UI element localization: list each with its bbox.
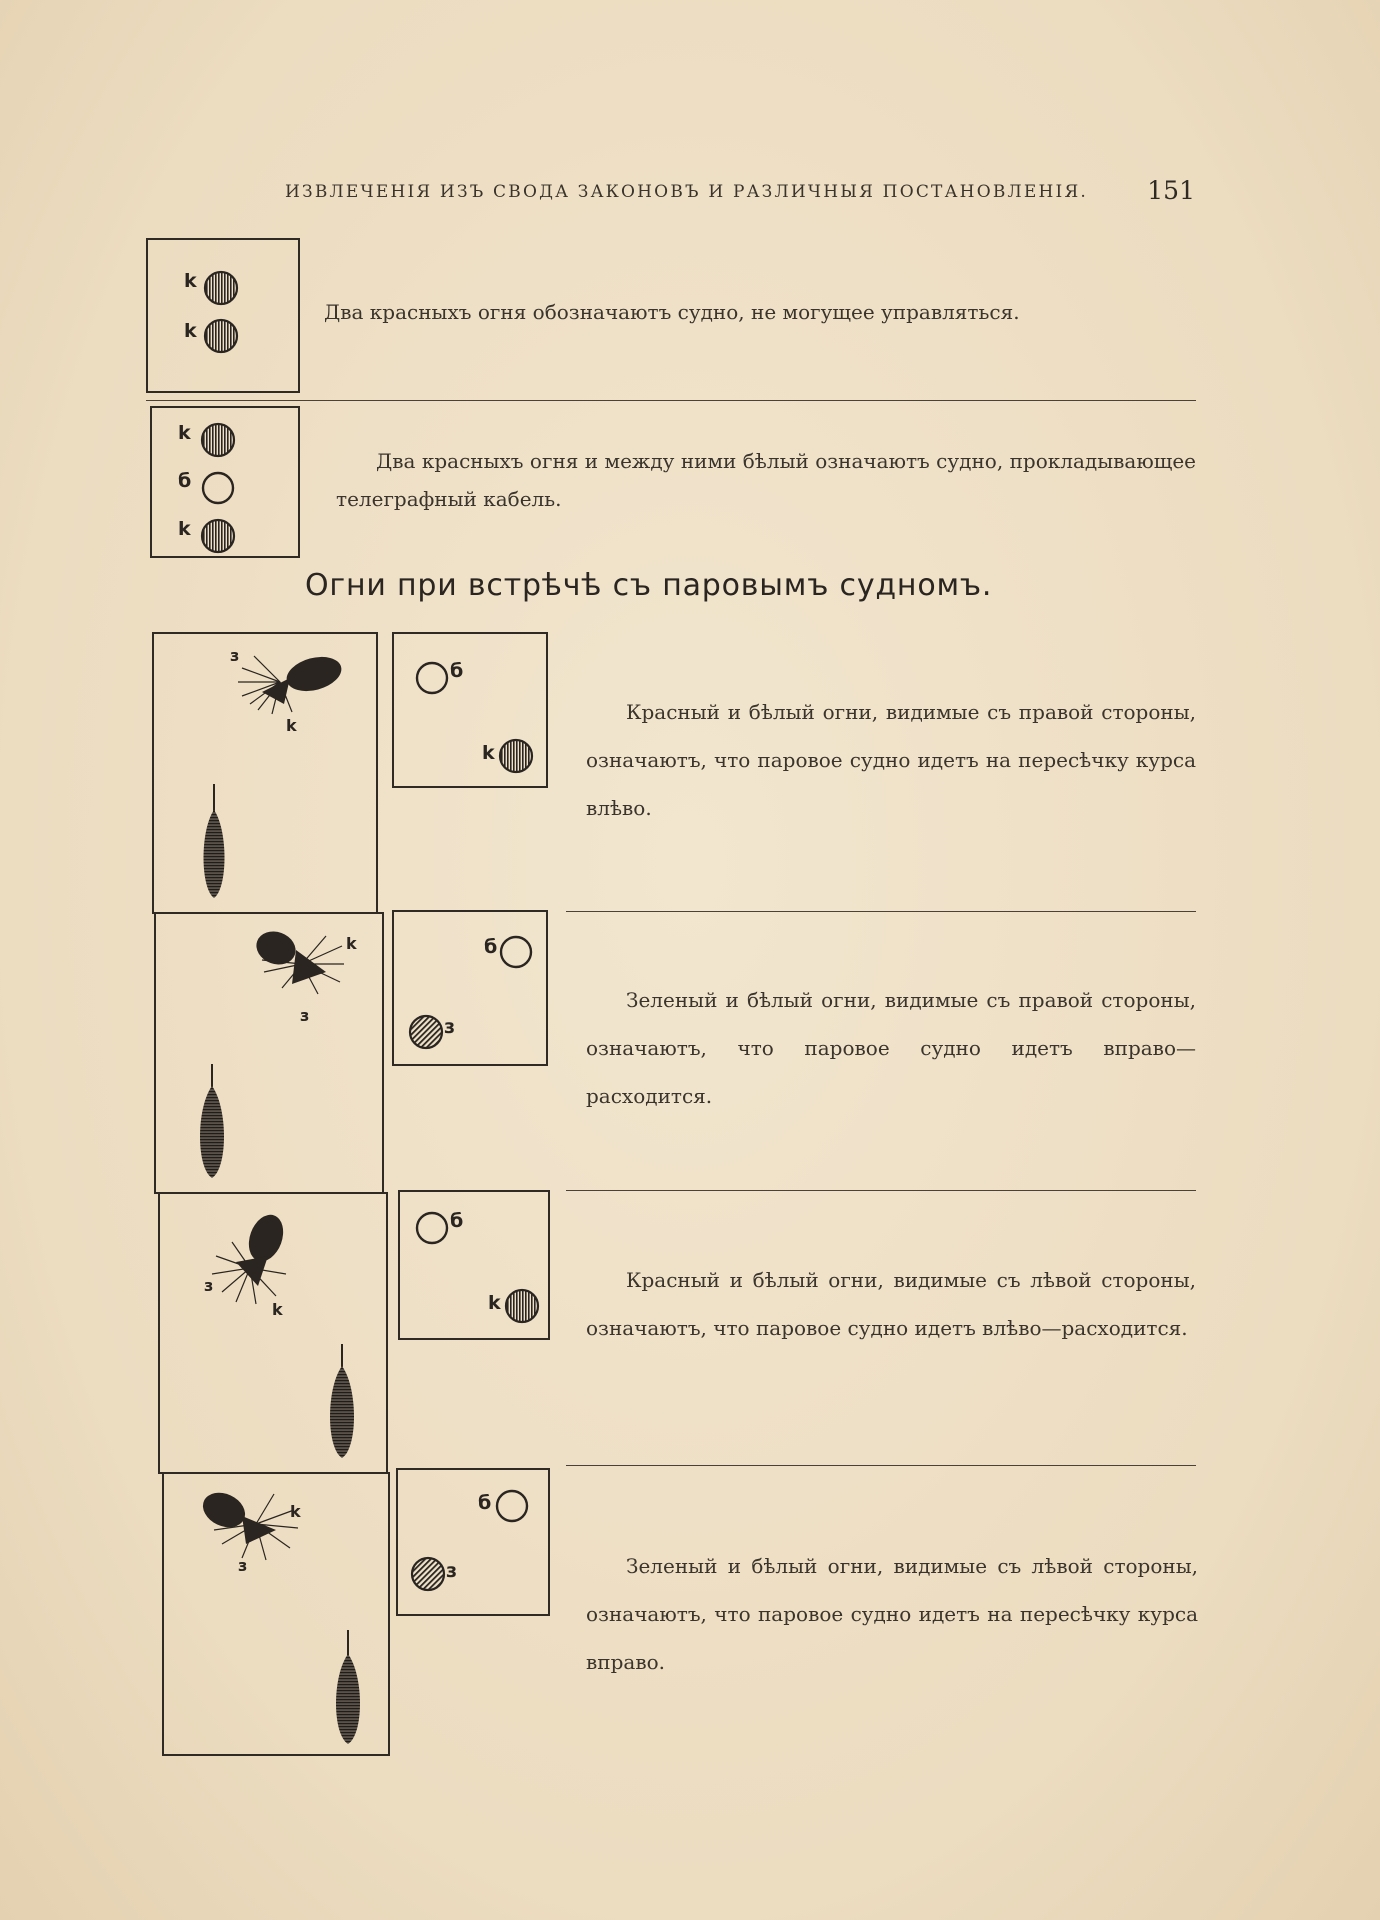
light-label: k	[488, 1292, 501, 1314]
light-label: б	[484, 936, 498, 958]
section-title: Огни при встрѣчѣ съ паровымъ судномъ.	[305, 568, 993, 603]
signal-2-text: Два красныхъ огня и между ними бѣлый означаютъ судно, прокладывающее телеграфный кабель.	[336, 449, 1196, 511]
ship-label: k	[346, 934, 357, 953]
signal-2-diagram	[150, 406, 300, 558]
ship-label: k	[272, 1300, 283, 1319]
ship-label: з	[300, 1006, 310, 1025]
light-label: б	[478, 1492, 492, 1514]
signal-1-diagram	[146, 238, 300, 393]
boat-icon	[322, 1344, 362, 1464]
ship-label: k	[286, 716, 297, 735]
separator-rule	[566, 911, 1196, 912]
white-light-icon	[414, 660, 450, 696]
steamship-icon	[202, 1482, 322, 1575]
running-head: ИЗВЛЕЧЕНІЯ ИЗЪ СВОДА ЗАКОНОВЪ И РАЗЛИЧНЫЯ ПОСТАНОВЛЕНІЯ.	[285, 182, 1088, 202]
light-label: k	[482, 742, 495, 764]
encounter-2-lights	[392, 910, 548, 1066]
light-label: з	[444, 1016, 456, 1038]
boat-icon	[192, 1064, 232, 1184]
light-label: k	[184, 270, 197, 292]
light-label: з	[446, 1560, 458, 1582]
encounter-3-text: Красный и бѣлый огни, видимые съ лѣвой стороны, означаютъ, что паровое судно идетъ влѣво—расходится.	[586, 1268, 1196, 1340]
steamship-icon	[232, 648, 352, 718]
steamship-icon	[206, 1212, 316, 1312]
encounter-1-scene	[152, 632, 378, 914]
red-light-icon	[203, 318, 239, 354]
encounter-2-scene	[154, 912, 384, 1194]
encounter-1-lights	[392, 632, 548, 788]
encounter-2-text: Зеленый и бѣлый огни, видимые съ правой стороны, означаютъ, что паровое судно идетъ вправо—расходится.	[586, 988, 1196, 1108]
light-label: б	[178, 470, 192, 492]
encounter-4-text: Зеленый и бѣлый огни, видимые съ лѣвой стороны, означаютъ, что паровое судно идетъ на пересѣчку курса вправо.	[586, 1554, 1198, 1674]
red-light-icon	[200, 518, 236, 554]
white-light-icon	[200, 470, 236, 506]
encounter-4-scene	[162, 1472, 390, 1756]
red-light-icon	[203, 270, 239, 306]
light-label: б	[450, 660, 464, 682]
white-light-icon	[498, 934, 534, 970]
ship-label: k	[290, 1502, 301, 1521]
light-label: б	[450, 1210, 464, 1232]
white-light-icon	[494, 1488, 530, 1524]
signal-1-text: Два красныхъ огня обозначаютъ судно, не могущее управляться.	[324, 300, 1020, 324]
encounter-4-lights	[396, 1468, 550, 1616]
encounter-3-scene	[158, 1192, 388, 1474]
ship-label: з	[204, 1276, 214, 1295]
page-header	[285, 176, 1195, 212]
encounter-3-lights	[398, 1190, 550, 1340]
separator-rule	[566, 1190, 1196, 1191]
white-light-icon	[414, 1210, 450, 1246]
ship-label: з	[238, 1556, 248, 1575]
boat-icon	[194, 784, 234, 904]
green-light-icon	[408, 1014, 444, 1050]
light-label: k	[178, 422, 191, 444]
ship-label: з	[230, 646, 240, 665]
encounter-1-text: Красный и бѣлый огни, видимые съ правой стороны, означаютъ, что паровое судно идетъ на пересѣчку курса влѣво.	[586, 700, 1196, 820]
light-label: k	[178, 518, 191, 540]
green-light-icon	[410, 1556, 446, 1592]
red-light-icon	[498, 738, 534, 774]
separator-rule	[146, 400, 1196, 401]
separator-rule	[566, 1465, 1196, 1466]
red-light-icon	[504, 1288, 540, 1324]
light-label: k	[184, 320, 197, 342]
boat-icon	[328, 1630, 368, 1750]
red-light-icon	[200, 422, 236, 458]
page-number: 151	[1147, 176, 1195, 205]
